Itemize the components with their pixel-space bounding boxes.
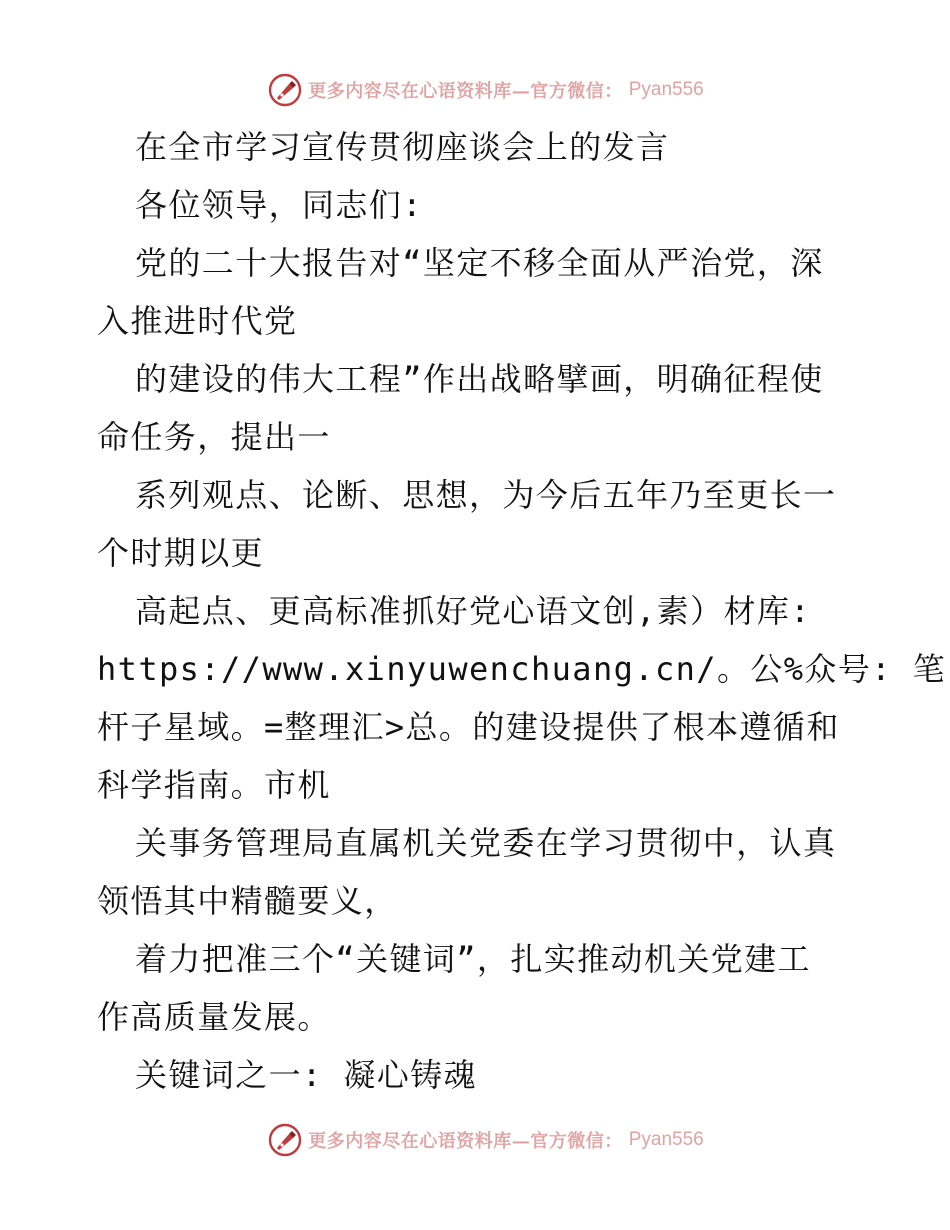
text-line: 高起点、更高标准抓好党心语文创,素）材库: — [135, 592, 811, 630]
text-line: 科学指南。市机 — [97, 766, 331, 804]
text-line: 党的二十大报告对“坚定不移全面从严治党，深 — [135, 244, 824, 282]
text-line: 领悟其中精髓要义， — [97, 882, 398, 920]
text-line: 在全市学习宣传贯彻座谈会上的发言 — [135, 128, 670, 166]
pen-nib-logo-icon — [268, 1123, 302, 1157]
watermark-group — [268, 73, 704, 107]
text-line: 的建设的伟大工程”作出战略擘画，明确征程使 — [135, 360, 824, 398]
watermark-id: Pyan556 — [628, 1129, 704, 1150]
text-line: 着力把准三个“关键词”，扎实推动机关党建工 — [135, 940, 811, 978]
text-line: 关键词之一: 凝心铸魂 — [135, 1056, 477, 1094]
pen-nib-logo-icon — [268, 73, 302, 107]
text-line: 关事务管理局直属机关党委在学习贯彻中，认真 — [135, 824, 837, 862]
watermark-text: 更多内容尽在心语资料库—官方微信： — [308, 81, 623, 102]
text-line: 个时期以更 — [97, 534, 265, 572]
footer-watermark — [0, 1120, 950, 1160]
text-line: 系列观点、论断、思想，为今后五年乃至更长一 — [135, 476, 837, 514]
text-line: 各位领导，同志们: — [135, 186, 423, 224]
watermark-group — [268, 1123, 704, 1157]
watermark-id: Pyan556 — [628, 79, 704, 100]
document-body — [97, 118, 946, 1104]
watermark-text: 更多内容尽在心语资料库—官方微信： — [308, 1131, 623, 1152]
text-line: 命任务，提出一 — [97, 418, 331, 456]
text-line: https://www.xinyuwenchuang.cn/。公%众号: 笔 — [97, 650, 946, 688]
header-watermark — [0, 70, 950, 110]
text-line: 入推进时代党 — [97, 302, 298, 340]
text-line: 杆子星域。=整理汇>总。的建设提供了根本遵循和 — [97, 708, 840, 746]
text-line: 作高质量发展。 — [97, 998, 331, 1036]
